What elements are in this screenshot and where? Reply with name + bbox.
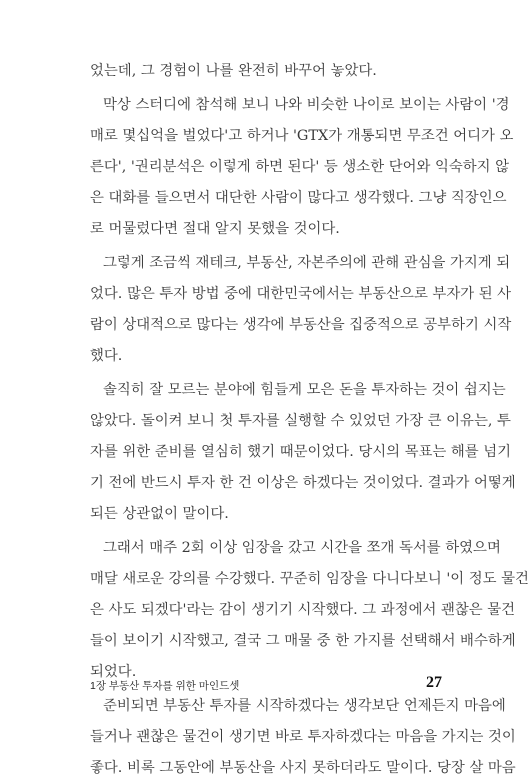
text-line: 매로 몇십억을 벌었다'고 하거나 'GTX가 개통되면 무조건 어디가 오 [90, 128, 514, 144]
text-line: 었는데, 그 경험이 나를 완전히 바꾸어 놓았다. [90, 63, 377, 79]
paragraph-start-line: 준비되면 부동산 투자를 시작하겠다는 생각보단 언제든지 마음에 [103, 698, 506, 714]
text-line: 되든 상관없이 말이다. [90, 506, 229, 522]
paragraph-start-line: 그렇게 조금씩 재테크, 부동산, 자본주의에 관해 관심을 가지게 되 [103, 255, 511, 271]
paragraph-start-line: 그래서 매주 2회 이상 임장을 갔고 시간을 쪼개 독서를 하였으며 [103, 540, 501, 556]
text-line: 른다', '권리분석은 이렇게 하면 된다' 등 생소한 단어와 익숙하지 않 [90, 159, 510, 175]
text-line: 기 전에 반드시 투자 한 건 이상은 하겠다는 것이었다. 결과가 어떻게 [90, 475, 516, 491]
text-line: 은 사도 되겠다'라는 감이 생기기 시작했다. 그 과정에서 괜찮은 물건 [90, 602, 516, 618]
running-head: 1장 부동산 투자를 위한 마인드셋 [90, 680, 240, 692]
text-line: 은 대화를 들으면서 대단한 사람이 많다고 생각했다. 그냥 직장인으 [90, 190, 507, 206]
page-footer [90, 676, 442, 696]
text-line: 들이 보이기 시작했고, 결국 그 매물 중 한 가지를 선택해서 배수하게 [90, 633, 516, 649]
page-number: 27 [426, 674, 442, 691]
text-line: 람이 상대적으로 많다는 생각에 부동산을 집중적으로 공부하기 시작 [90, 317, 512, 333]
text-line: 않았다. 돌이켜 보니 첫 투자를 실행할 수 있었던 가장 큰 이유는, 투 [90, 413, 511, 429]
body-text [90, 56, 529, 784]
paragraph-start-line: 막상 스터디에 참석해 보니 나와 비슷한 나이로 보이는 사람이 '경 [103, 97, 510, 113]
text-line: 로 머물렀다면 절대 알지 못했을 것이다. [90, 221, 340, 237]
text-line: 좋다. 비록 그동안에 부동산을 사지 못하더라도 말이다. 당장 살 마음 [90, 760, 516, 776]
text-line: 매달 새로운 강의를 수강했다. 꾸준히 임장을 다니다보니 '이 정도 물건 [90, 571, 529, 587]
text-line: 었다. 많은 투자 방법 중에 대한민국에서는 부동산으로 부자가 된 사 [90, 286, 512, 302]
paragraph-start-line: 솔직히 잘 모르는 분야에 힘들게 모은 돈을 투자하는 것이 쉽지는 [103, 382, 506, 398]
text-line: 들거나 괜찮은 물건이 생기면 바로 투자하겠다는 마음을 가지는 것이 [90, 729, 516, 745]
text-line: 자를 위한 준비를 열심히 했기 때문이었다. 당시의 목표는 해를 넘기 [90, 444, 512, 460]
text-line: 되었다. [90, 664, 137, 680]
text-line: 했다. [90, 348, 123, 364]
